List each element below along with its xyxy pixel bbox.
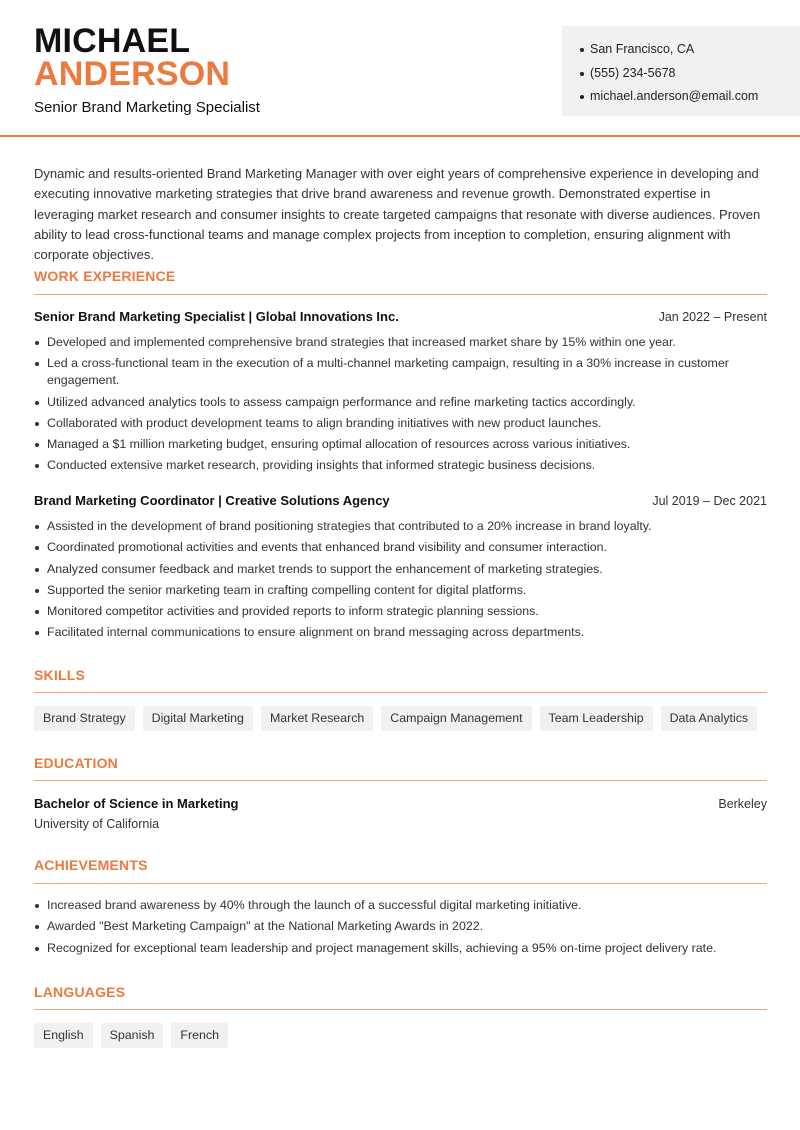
- job-role: Brand Marketing Coordinator | Creative Solutions Agency: [34, 493, 390, 508]
- section-title-education: EDUCATION: [34, 755, 118, 771]
- contact-location: San Francisco, CA: [580, 38, 800, 62]
- professional-summary: Dynamic and results-oriented Brand Marketing Manager with over eight years of comprehensive experience in developing and executing innovative marketing strategies that drive brand awareness and revenue growth. Demonstrated expertise in leveraging market research and consumer insights to create targeted campaigns that resonate with diverse audiences. Proven ability to lead cross-functional teams and manage complex projects from inception to completion, ensuring alignment with corporate objectives.: [34, 166, 761, 263]
- contact-phone: (555) 234-5678: [580, 62, 800, 86]
- list-item: Analyzed consumer feedback and market trends to support the enhancement of marketing strategies.: [34, 561, 767, 578]
- list-item: Increased brand awareness by 40% through the launch of a successful digital marketing initiative.: [34, 897, 767, 914]
- skill-chip: Market Research: [261, 706, 373, 731]
- contact-box: [562, 26, 800, 116]
- skill-chip: Data Analytics: [661, 706, 758, 731]
- list-item: Facilitated internal communications to ensure alignment on brand messaging across departments.: [34, 624, 767, 641]
- language-chip: French: [171, 1023, 228, 1048]
- list-item: Supported the senior marketing team in crafting compelling content for digital platforms.: [34, 582, 767, 599]
- job-bullets: [34, 334, 767, 479]
- list-item: Recognized for exceptional team leadership and project management skills, achieving a 95% on-time project delivery rate.: [34, 940, 767, 957]
- list-item: Coordinated promotional activities and events that enhanced brand visibility and consumer interaction.: [34, 539, 767, 556]
- list-item: Led a cross-functional team in the execution of a multi-channel marketing campaign, resulting in a 30% increase in customer engagement.: [34, 355, 767, 389]
- job-header: [34, 308, 767, 326]
- first-name: MICHAEL: [34, 22, 191, 60]
- section-title-achievements: ACHIEVEMENTS: [34, 857, 148, 873]
- job-title: Senior Brand Marketing Specialist: [34, 99, 260, 116]
- skill-chip: Campaign Management: [381, 706, 531, 731]
- list-item: Conducted extensive market research, providing insights that informed strategic business decisions.: [34, 457, 767, 474]
- education-degree: Bachelor of Science in Marketing: [34, 796, 239, 811]
- list-item: Managed a $1 million marketing budget, ensuring optimal allocation of resources across various initiatives.: [34, 436, 767, 453]
- section-divider: [34, 883, 767, 884]
- contact-email[interactable]: michael.anderson@email.com: [580, 85, 800, 109]
- achievements-list: [34, 897, 767, 961]
- language-chip: English: [34, 1023, 93, 1048]
- skill-chip: Team Leadership: [540, 706, 653, 731]
- section-divider: [34, 1009, 767, 1010]
- last-name: ANDERSON: [34, 55, 231, 93]
- job-dates: Jan 2022 – Present: [658, 310, 767, 324]
- contact-list: [580, 38, 800, 109]
- list-item: Developed and implemented comprehensive brand strategies that increased market share by 15% within one year.: [34, 334, 767, 351]
- skill-chip: Brand Strategy: [34, 706, 135, 731]
- language-chip: Spanish: [101, 1023, 164, 1048]
- job-dates: Jul 2019 – Dec 2021: [652, 494, 767, 508]
- section-divider: [34, 780, 767, 781]
- section-divider: [34, 294, 767, 295]
- education-location: Berkeley: [718, 797, 767, 811]
- list-item: Awarded "Best Marketing Campaign" at the National Marketing Awards in 2022.: [34, 918, 767, 935]
- job-bullets: [34, 518, 767, 646]
- section-title-languages: LANGUAGES: [34, 984, 126, 1000]
- list-item: Assisted in the development of brand positioning strategies that contributed to a 20% increase in brand loyalty.: [34, 518, 767, 535]
- job-header: [34, 492, 767, 510]
- list-item: Monitored competitor activities and provided reports to inform strategic planning sessions.: [34, 603, 767, 620]
- skill-chip: Digital Marketing: [143, 706, 253, 731]
- section-title-work: WORK EXPERIENCE: [34, 268, 176, 284]
- section-title-skills: SKILLS: [34, 667, 85, 683]
- education-school: University of California: [34, 817, 160, 831]
- list-item: Utilized advanced analytics tools to assess campaign performance and refine marketing tactics accordingly.: [34, 394, 767, 411]
- skills-list: [34, 706, 757, 731]
- list-item: Collaborated with product development teams to align branding initiatives with new product launches.: [34, 415, 767, 432]
- resume-header: [0, 0, 800, 137]
- languages-list: [34, 1023, 228, 1048]
- section-divider: [34, 692, 767, 693]
- job-role: Senior Brand Marketing Specialist | Global Innovations Inc.: [34, 309, 399, 324]
